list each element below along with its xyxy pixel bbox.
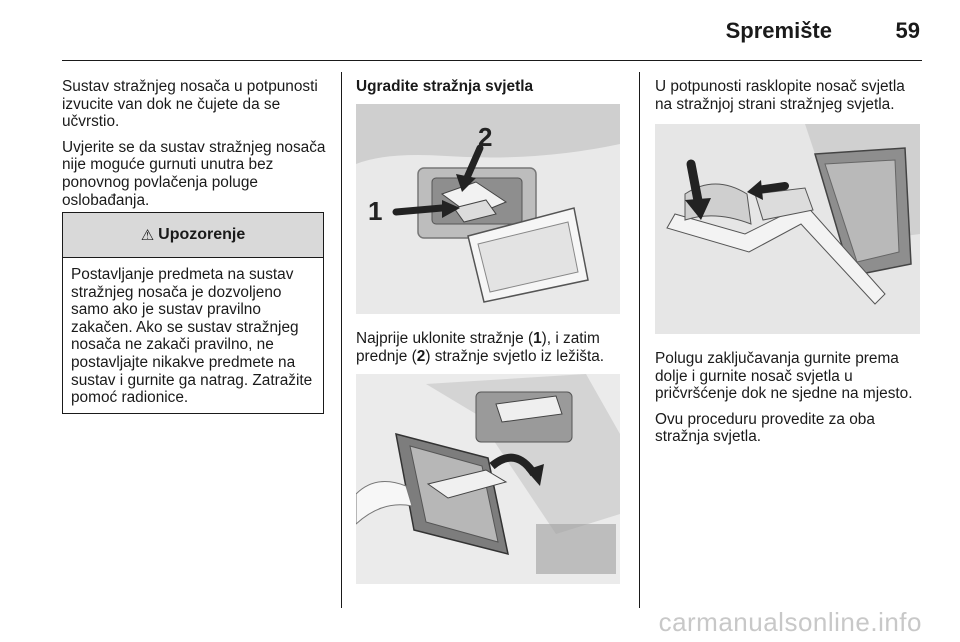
warning-title: Upozorenje	[158, 226, 246, 243]
caption-num-1: 1	[533, 330, 542, 347]
page-number: 59	[895, 18, 920, 43]
column-3-top	[655, 78, 923, 121]
caption-paragraph	[356, 330, 628, 365]
section-title: Spremište	[725, 18, 832, 43]
figure-unfold-holder	[356, 374, 620, 584]
caption-part-2: ), i zatim prednje (	[356, 330, 600, 365]
caption-num-2: 2	[416, 347, 426, 365]
column-divider-2	[639, 72, 640, 608]
figure-1-caption	[356, 330, 628, 373]
warning-body: Postavljanje predmeta na sustav stražnjeg nosača je dozvoljeno samo ako je sustav pravilno zakačen. Ako se sustav stražnjeg nosača ne zakači pravilno, ne postavljajte nikakve predmete na sustav i gurnite ga natrag. Zatražite pomoć radionice.	[71, 266, 313, 407]
col1-paragraph-2: Uvjerite se da sustav stražnjeg nosača nije moguće gurnuti unutra bez ponovnog povlačenja poluge oslobađanja.	[62, 138, 326, 209]
warning-box	[62, 212, 324, 414]
column-1	[62, 78, 330, 217]
col3-paragraph-1: U potpunosti rasklopite nosač svjetla na stražnjoj strani stražnjeg svjetla.	[655, 78, 905, 113]
caption-part-3: ) stražnje svjetlo iz ležišta.	[425, 347, 605, 365]
page-header	[0, 0, 960, 62]
column-3-bottom	[655, 350, 923, 454]
column-2-heading-wrap	[356, 78, 628, 104]
column-divider-1	[341, 72, 342, 608]
caption-part-1: Najprije uklonite stražnje (	[356, 330, 534, 347]
header-divider	[62, 60, 922, 61]
figure-remove-lights	[356, 104, 620, 314]
figure-attach-holder	[655, 124, 920, 334]
section-heading: Ugradite stražnja svjetla	[356, 78, 534, 95]
watermark: carmanualsonline.info	[658, 607, 922, 637]
warning-header	[63, 213, 323, 258]
figure-callout-1: 1	[368, 196, 383, 226]
warning-triangle-icon: ⚠	[140, 227, 155, 244]
figure-callout-2: 2	[478, 122, 493, 152]
col3-paragraph-2: Polugu zaključavanja gurnite prema dolje i gurnite nosač svjetla u pričvršćenje dok ne sjedne na mjesto.	[655, 350, 913, 403]
col1-paragraph-1: Sustav stražnjeg nosača u potpunosti izvucite van dok ne čujete da se učvrstio.	[62, 78, 318, 131]
col3-paragraph-3: Ovu proceduru provedite za oba stražnja svjetla.	[655, 410, 875, 446]
